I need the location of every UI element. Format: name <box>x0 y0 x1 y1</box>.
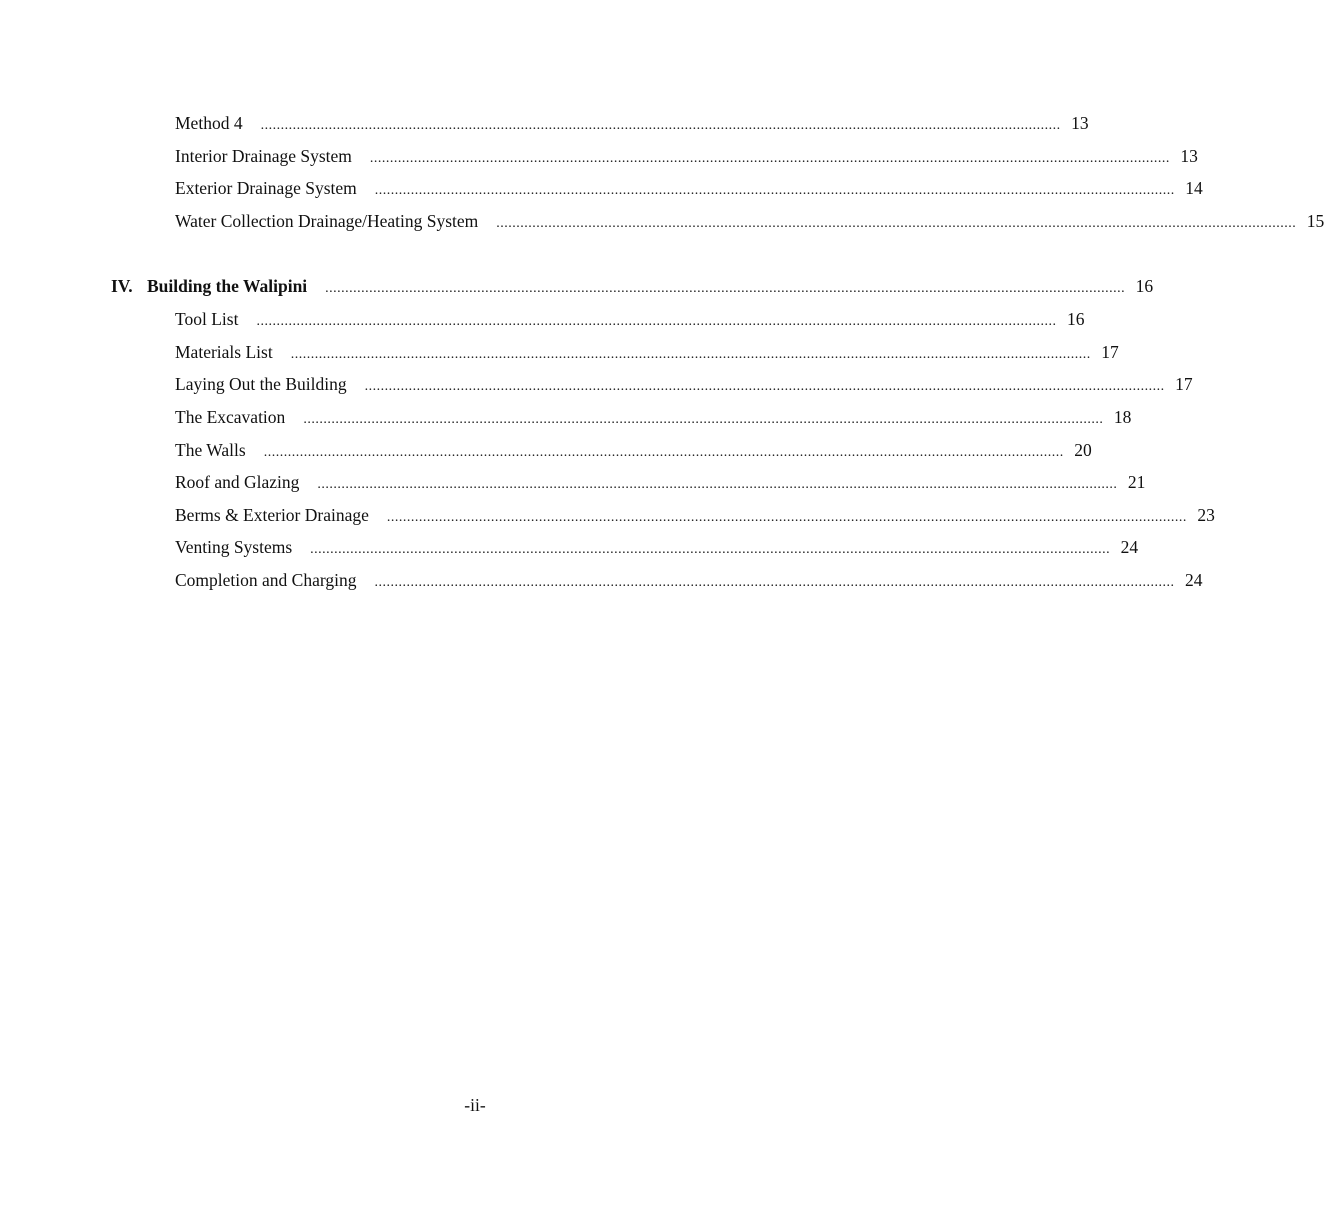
toc-dot-leader: ........................................................................................................................................................................................................ <box>256 314 1057 329</box>
toc-entry-berms <box>175 503 1215 527</box>
toc-entry-excavation <box>175 405 1132 429</box>
toc-entry-page: 20 <box>1074 440 1092 460</box>
toc-entry-title: The Walls <box>175 440 246 460</box>
toc-dot-leader: ........................................................................................................................................................................................................ <box>325 281 1126 296</box>
toc-dot-leader: ........................................................................................................................................................................................................ <box>369 151 1170 166</box>
toc-entry-title: Laying Out the Building <box>175 374 347 394</box>
toc-entry-title: Interior Drainage System <box>175 146 352 166</box>
toc-section-numeral: IV. <box>111 276 133 296</box>
toc-entry-tool-list <box>175 307 1085 331</box>
toc-entry-title: Completion and Charging <box>175 570 357 590</box>
toc-section-building-walipini <box>111 274 1154 298</box>
toc-entry-completion <box>175 568 1203 592</box>
toc-entry-page: 15 <box>1306 211 1324 231</box>
toc-entry-title: Exterior Drainage System <box>175 178 357 198</box>
toc-entry-walls <box>175 438 1092 462</box>
toc-dot-leader: ........................................................................................................................................................................................................ <box>386 510 1187 525</box>
toc-entry-title: Tool List <box>175 309 239 329</box>
toc-dot-leader: ........................................................................................................................................................................................................ <box>317 477 1118 492</box>
toc-entry-page: 17 <box>1175 374 1193 394</box>
toc-entry-page: 17 <box>1101 342 1119 362</box>
toc-dot-leader: ........................................................................................................................................................................................................ <box>496 216 1297 231</box>
toc-dot-leader: ........................................................................................................................................................................................................ <box>374 183 1175 198</box>
toc-entry-page: 23 <box>1197 505 1215 525</box>
toc-entry-title: Roof and Glazing <box>175 472 300 492</box>
toc-dot-leader: ........................................................................................................................................................................................................ <box>260 118 1061 133</box>
toc-entry-page: 16 <box>1066 309 1085 329</box>
toc-entry-page: 18 <box>1113 407 1132 427</box>
toc-dot-leader: ........................................................................................................................................................................................................ <box>310 542 1111 557</box>
toc-entry-exterior-drainage <box>175 176 1203 200</box>
toc-entry-water-collection <box>175 209 1324 233</box>
toc-entry-title: Materials List <box>175 342 273 362</box>
toc-entry-page: 13 <box>1180 146 1198 166</box>
toc-entry-title: Water Collection Drainage/Heating System <box>175 211 479 231</box>
toc-entry-page: 24 <box>1120 537 1139 557</box>
toc-entry-page: 14 <box>1185 178 1203 198</box>
toc-entry-laying-out <box>175 372 1193 396</box>
toc-section-title: Building the Walipini <box>147 276 308 296</box>
toc-entry-roof-glazing <box>175 470 1146 494</box>
toc-entry-venting <box>175 535 1139 559</box>
toc-entry-interior-drainage <box>175 144 1198 168</box>
toc-entry-method-4 <box>175 111 1089 135</box>
toc-entry-title: Venting Systems <box>175 537 293 557</box>
toc-dot-leader: ........................................................................................................................................................................................................ <box>290 347 1091 362</box>
toc-dot-leader: ........................................................................................................................................................................................................ <box>303 412 1104 427</box>
toc-entry-page: 24 <box>1184 570 1203 590</box>
toc-entry-title: Method 4 <box>175 113 243 133</box>
page-number-footer: -ii- <box>464 1095 486 1115</box>
toc-dot-leader: ........................................................................................................................................................................................................ <box>263 445 1064 460</box>
toc-entry-title: The Excavation <box>175 407 286 427</box>
toc-dot-leader: ........................................................................................................................................................................................................ <box>374 575 1175 590</box>
toc-entry-materials-list <box>175 340 1119 364</box>
toc-entry-title: Berms & Exterior Drainage <box>175 505 369 525</box>
toc-entry-page: 13 <box>1071 113 1089 133</box>
toc-dot-leader: ........................................................................................................................................................................................................ <box>364 379 1165 394</box>
toc-entry-page: 21 <box>1127 472 1146 492</box>
toc-section-page: 16 <box>1135 276 1154 296</box>
